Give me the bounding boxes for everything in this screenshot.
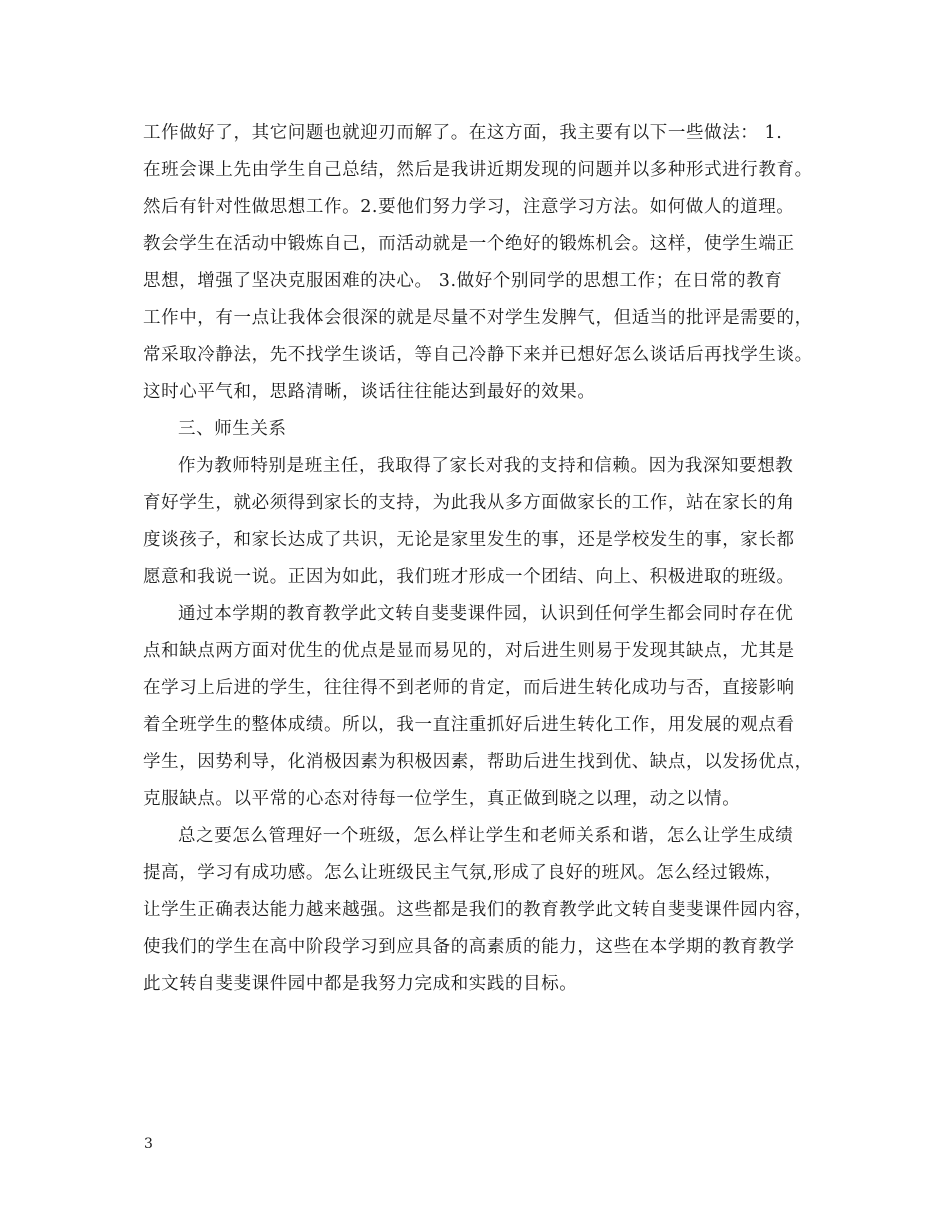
text-line: 在学习上后进的学生，往往得不到老师的肯定，而后进生转化成功与否，直接影响 — [143, 678, 795, 698]
text-line: 克服缺点。以平常的心态对待每一位学生，真正做到晓之以理，动之以情。 — [143, 789, 741, 809]
text-line: 总之要怎么管理好一个班级，怎么样让学生和老师关系和谐，怎么让学生成绩 — [178, 826, 794, 846]
text-line: 通过本学期的教育教学此文转自斐斐课件园，认识到任何学生都会同时存在优 — [178, 604, 794, 624]
section-heading: 三、师生关系 — [178, 419, 287, 439]
text-line: 工作中，有一点让我体会很深的就是尽量不对学生发脾气，但适当的批评是需要的， — [143, 308, 813, 328]
text-line: 教会学生在活动中锻炼自己，而活动就是一个绝好的锻炼机会。这样，使学生端正 — [143, 234, 795, 254]
text-line: 点和缺点两方面对优生的优点是显而易见的，对后进生则易于发现其缺点，尤其是 — [143, 641, 795, 661]
text-line: 工作做好了，其它问题也就迎刃而解了。在这方面，我主要有以下一些做法： 1. — [143, 123, 783, 143]
text-line: 常采取冷静法，先不找学生谈话，等自己冷静下来并已想好怎么谈话后再找学生谈。 — [143, 345, 813, 365]
text-line: 这时心平气和，思路清晰，谈话往往能达到最好的效果。 — [143, 382, 596, 402]
text-line: 学生，因势利导，化消极因素为积极因素，帮助后进生找到优、缺点，以发扬优点， — [143, 752, 813, 772]
text-line: 提高，学习有成功感。怎么让班级民主气氛,形成了良好的班风。怎么经过锻炼， — [143, 863, 783, 883]
text-line: 着全班学生的整体成绩。所以，我一直注重抓好后进生转化工作，用发展的观点看 — [143, 715, 795, 735]
text-line: 作为教师特别是班主任，我取得了家长对我的支持和信赖。因为我深知要想教 — [178, 456, 794, 476]
text-line: 度谈孩子，和家长达成了共识，无论是家里发生的事，还是学校发生的事，家长都 — [143, 530, 795, 550]
text-line: 愿意和我说一说。正因为如此，我们班才形成一个团结、向上、积极进取的班级。 — [143, 567, 795, 587]
text-line: 此文转自斐斐课件园中都是我努力完成和实践的目标。 — [143, 974, 578, 994]
text-line: 让学生正确表达能力越来越强。这些都是我们的教育教学此文转自斐斐课件园内容， — [143, 900, 813, 920]
text-line: 育好学生，就必须得到家长的支持，为此我从多方面做家长的工作，站在家长的角 — [143, 493, 795, 513]
text-line: 然后有针对性做思想工作。2.要他们努力学习，注意学习方法。如何做人的道理。 — [143, 197, 795, 217]
text-line: 使我们的学生在高中阶段学习到应具备的高素质的能力，这些在本学期的教育教学 — [143, 937, 795, 957]
page-number: 3 — [144, 1136, 153, 1152]
text-line: 在班会课上先由学生自己总结，然后是我讲近期发现的问题并以多种形式进行教育。 — [143, 160, 813, 180]
text-line: 思想，增强了坚决克服困难的决心。 3.做好个别同学的思想工作；在日常的教育 — [143, 271, 783, 291]
